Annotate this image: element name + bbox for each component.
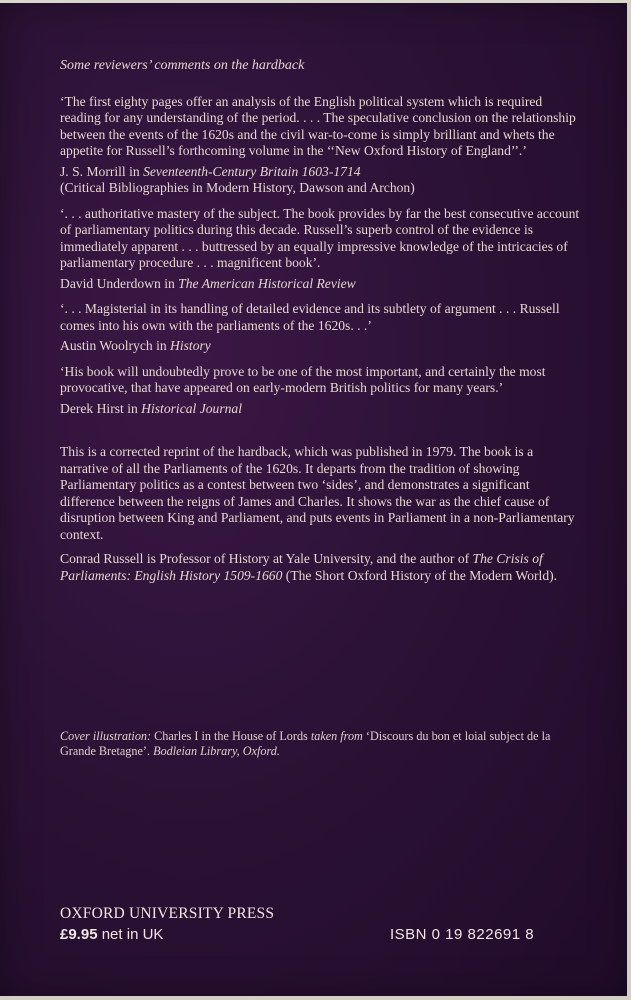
price-region: net in UK — [97, 926, 164, 943]
publication-title: Historical Journal — [141, 400, 242, 416]
cover-illustration-taken-from: taken from — [310, 729, 363, 743]
author-bio-text: Conrad Russell is Professor of History at Yale University, and the author of — [60, 551, 473, 566]
book-description: This is a corrected reprint of the hardback, which was published in 1979. The book is a narrative of all the Parliaments of the 1620s. It departs from the tradition of showing Parliamentary politics as a contest between two ‘sides’, and demonstrates a significant difference between the reigns of James and Charles. It shows the war as the chief cause of disruption between King and Parliament, and puts events in Parliament in a non-Parliamentary context. — [60, 444, 575, 542]
cover-illustration-source: Bodleian Library, Oxford. — [153, 744, 280, 758]
author-bio-series: (The Short Oxford History of the Modern World). — [282, 567, 558, 583]
cover-illustration-label: Cover illustration: — [60, 729, 152, 743]
review-quote-3: ‘. . . Magisterial in its handling of detailed evidence and its subtlety of argument . . . Russell comes into his own with the parliaments of the 1620s. . .’ — [60, 301, 560, 333]
review-attribution-1 — [60, 164, 580, 197]
cover-text — [60, 58, 580, 592]
review-attribution-2 — [60, 276, 580, 293]
reviewer-name: J. S. Morrill in — [60, 163, 144, 179]
author-book-title: The Crisis of Parliaments: English History 1509-1660 — [60, 551, 543, 583]
cover-illustration-subject: Charles I in the House of Lords — [151, 729, 311, 743]
isbn: ISBN 0 19 822691 8 — [390, 926, 535, 943]
section-gap — [60, 426, 580, 444]
review-attribution-3 — [60, 338, 580, 355]
review-quote-2: ‘. . . authoritative mastery of the subject. The book provides by far the best consecutive account of parliamentary politics during this decade. Russell’s superb control of the evidence is immediately apparent . . . buttressed by an equally impressive knowledge of the intricacies of parliamentary procedure . . . magnificent book’. — [60, 205, 580, 270]
cover-illustration-credit — [60, 729, 580, 759]
review-attribution-4 — [60, 401, 580, 418]
reviewer-name: Derek Hirst in — [60, 400, 142, 416]
price-amount: £9.95 — [60, 926, 98, 943]
reviewer-name: David Underdown in — [60, 275, 179, 291]
publication-title: The American Historical Review — [178, 275, 356, 291]
publication-title: History — [170, 338, 211, 353]
publication-extra: (Critical Bibliographies in Modern History, Dawson and Archon) — [60, 180, 415, 195]
publication-title: Seventeenth-Century Britain 1603-1714 — [143, 163, 361, 179]
cover-illustration-work: ‘Discours du bon et loial subject de la Grande Bretagne’. — [60, 729, 551, 758]
reviewer-name: Austin Woolrych in — [60, 338, 171, 353]
price — [60, 926, 163, 943]
reviews-heading: Some reviewers’ comments on the hardback — [60, 58, 305, 73]
review-quote-1: ‘The first eighty pages offer an analysis of the English political system which is required reading for any understanding of the period. . . . The speculative conclusion on the relationship between the events of the 1620s and the civil war-to-come is simply brilliant and whets the appetite for Russell’s forthcoming volume in the ‘‘New Oxford History of England’’.’ — [60, 93, 576, 158]
author-bio — [60, 551, 580, 584]
review-quote-4: ‘His book will undoubtedly prove to be one of the most important, and certainly the most provocative, that have appeared on early-modern British politics for many years.’ — [60, 363, 546, 395]
publisher-name: OXFORD UNIVERSITY PRESS — [60, 905, 275, 922]
